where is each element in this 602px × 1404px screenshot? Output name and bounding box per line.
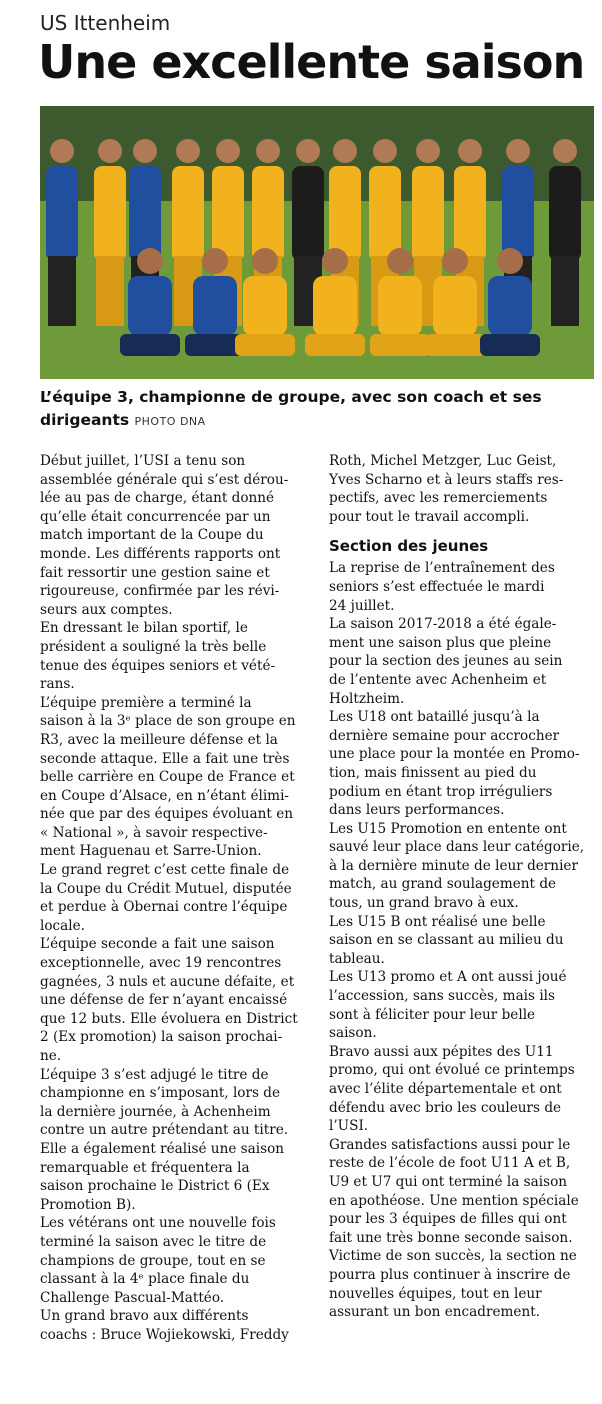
photo-caption-text: L’équipe 3, championne de groupe, avec son coach et ses dirigeants (40, 388, 542, 429)
article-kicker: US Ittenheim (40, 11, 171, 35)
photo-credit: PHOTO DNA (134, 415, 206, 428)
photo-caption (40, 386, 594, 433)
text-line: sauvé leur place dans leur catégorie, (329, 839, 585, 856)
player-back-row (94, 166, 126, 261)
text-line: nouvelles équipes, tout en leur (329, 1285, 542, 1302)
right-column-body (329, 559, 595, 1321)
text-line: classant à la 4ᵉ place finale du (40, 1271, 250, 1288)
player-front-row (488, 276, 532, 336)
text-line: née que par des équipes évoluant en (40, 806, 294, 823)
player-head (458, 139, 482, 163)
player-front-row (243, 276, 287, 336)
text-line: champions de groupe, tout en se (40, 1252, 266, 1269)
player-front-row (313, 276, 357, 336)
player-front-row (128, 276, 172, 336)
paragraph (329, 615, 595, 708)
text-line: reste de l’école de foot U11 A et B, (329, 1155, 571, 1172)
text-line: tableau. (329, 950, 385, 967)
text-line: promo, qui ont évolué ce printemps (329, 1062, 575, 1079)
text-line: exceptionnelle, avec 19 rencontres (40, 955, 282, 972)
text-line: l’accession, sans succès, mais ils (329, 988, 555, 1005)
text-line: locale. (40, 917, 85, 934)
text-line: 2 (Ex promotion) la saison prochai- (40, 1029, 283, 1046)
paragraph (329, 559, 595, 615)
text-line: Les U18 ont bataillé jusqu’à la (329, 709, 540, 726)
text-line: saison prochaine le District 6 (Ex (40, 1178, 270, 1195)
text-line: saison en se classant au milieu du (329, 932, 564, 949)
player-head (416, 139, 440, 163)
player-back-row (549, 166, 581, 261)
text-line: et perdue à Obernai contre l’équipe (40, 899, 288, 916)
player-head (333, 139, 357, 163)
player-back-row (369, 166, 401, 261)
paragraph (329, 968, 595, 1042)
text-line: L’équipe 3 s’est adjugé le titre de (40, 1066, 269, 1083)
player-head (553, 139, 577, 163)
player-legs (96, 256, 124, 326)
text-line: La reprise de l’entraînement des (329, 560, 555, 577)
text-line: pour la section des jeunes au sein (329, 653, 563, 670)
text-line: saison. (329, 1025, 377, 1042)
right-column-intro (329, 452, 595, 526)
player-head (373, 139, 397, 163)
player-legs (551, 256, 579, 326)
text-line: sont à féliciter pour leur belle (329, 1006, 536, 1023)
text-line: défendu avec brio les couleurs de (329, 1099, 562, 1116)
text-line: l’USI. (329, 1118, 369, 1135)
text-line: pourra plus continuer à inscrire de (329, 1266, 571, 1283)
text-line: seconde attaque. Elle a fait une très (40, 750, 290, 767)
text-line: lée au pas de charge, étant donné (40, 490, 275, 507)
text-line: de l’entente avec Achenheim et (329, 671, 547, 688)
paragraph (40, 1307, 308, 1344)
text-line: la dernière journée, à Achenheim (40, 1103, 271, 1120)
text-line: La saison 2017-2018 a été égale- (329, 616, 557, 633)
player-front-row (193, 276, 237, 336)
text-line: Un grand bravo aux différents (40, 1308, 249, 1325)
article-column-right (329, 452, 595, 1322)
text-line: dans leurs performances. (329, 802, 505, 819)
player-head (202, 248, 228, 274)
player-head (98, 139, 122, 163)
paragraph (40, 1066, 308, 1215)
paragraph (40, 1214, 308, 1307)
text-line: ment Haguenau et Sarre-Union. (40, 843, 262, 860)
paragraph (329, 1043, 595, 1136)
player-head (176, 139, 200, 163)
player-back-row (412, 166, 444, 261)
text-line: Les U15 B ont réalisé une belle (329, 913, 546, 930)
paragraph (40, 935, 308, 1065)
text-line: Challenge Pascual-Mattéo. (40, 1289, 225, 1306)
player-head (137, 248, 163, 274)
text-line: Début juillet, l’USI a tenu son (40, 453, 246, 469)
player-head (252, 248, 278, 274)
text-line: Grandes satisfactions aussi pour le (329, 1136, 571, 1153)
player-back-row (172, 166, 204, 261)
paragraph (40, 861, 308, 935)
text-line: dernière semaine pour accrocher (329, 727, 560, 744)
text-line: Bravo aussi aux pépites des U11 (329, 1043, 554, 1060)
paragraph (329, 1136, 595, 1248)
text-line: président a souligné la très belle (40, 638, 267, 655)
player-back-row (46, 166, 78, 261)
player-head (133, 139, 157, 163)
text-line: une défense de fer n’ayant encaissé (40, 992, 288, 1009)
player-back-row (129, 166, 161, 261)
player-head (506, 139, 530, 163)
text-line: Les U13 promo et A ont aussi joué (329, 969, 567, 986)
text-line: ment une saison plus que pleine (329, 634, 552, 651)
text-line: Les vétérans ont une nouvelle fois (40, 1215, 276, 1232)
text-line: seniors s’est effectuée le mardi (329, 578, 545, 595)
paragraph (40, 452, 308, 619)
text-line: qu’elle était concurrencée par un (40, 508, 271, 525)
text-line: Les U15 Promotion en entente ont (329, 820, 567, 837)
player-head (50, 139, 74, 163)
player-head (256, 139, 280, 163)
text-line: avec l’élite départementale et ont (329, 1081, 562, 1097)
text-line: assurant un bon encadrement. (329, 1304, 540, 1321)
paragraph (329, 820, 595, 913)
player-head (387, 248, 413, 274)
text-line: gagnées, 3 nuls et aucune défaite, et (40, 973, 295, 990)
text-line: Roth, Michel Metzger, Luc Geist, (329, 453, 557, 469)
text-line: assemblée générale qui s’est dérou- (40, 471, 289, 488)
text-line: pectifs, avec les remerciements (329, 490, 548, 507)
player-legs (370, 334, 430, 356)
text-line: Yves Scharno et à leurs staffs res- (329, 471, 564, 488)
player-back-row (454, 166, 486, 261)
text-line: tous, un grand bravo à eux. (329, 895, 519, 912)
text-line: Victime de son succès, la section ne (329, 1248, 577, 1265)
paragraph (40, 694, 308, 861)
player-legs (425, 334, 485, 356)
text-line: la Coupe du Crédit Mutuel, disputée (40, 880, 292, 897)
paragraph (329, 452, 595, 526)
player-back-row (252, 166, 284, 261)
player-head (497, 248, 523, 274)
player-legs (235, 334, 295, 356)
text-line: coachs : Bruce Wojiekowski, Freddy (40, 1326, 289, 1343)
player-back-row (502, 166, 534, 261)
player-back-row (329, 166, 361, 261)
text-line: « National », à savoir respective- (40, 824, 268, 841)
text-line: en apothéose. Une mention spéciale (329, 1192, 579, 1209)
article-headline: Une excellente saison (38, 35, 585, 89)
text-line: une place pour la montée en Promo- (329, 746, 580, 763)
text-line: tion, mais finissent au pied du (329, 764, 537, 781)
text-line: rigoureuse, confirmée par les révi- (40, 583, 280, 600)
text-line: rans. (40, 676, 75, 693)
paragraph (329, 913, 595, 969)
text-line: seurs aux comptes. (40, 601, 173, 618)
text-line: terminé la saison avec le titre de (40, 1233, 267, 1250)
text-line: que 12 buts. Elle évoluera en District (40, 1010, 298, 1027)
player-legs (305, 334, 365, 356)
text-line: match important de la Coupe du (40, 527, 264, 544)
player-front-row (378, 276, 422, 336)
text-line: match, au grand soulagement de (329, 876, 557, 893)
text-line: pour tout le travail accompli. (329, 508, 530, 525)
text-line: fait ressortir une gestion saine et (40, 564, 270, 581)
text-line: belle carrière en Coupe de France et (40, 769, 295, 786)
text-line: monde. Les différents rapports ont (40, 545, 281, 562)
text-line: U9 et U7 qui ont terminé la saison (329, 1173, 568, 1190)
text-line: à la dernière minute de leur dernier (329, 857, 578, 874)
text-line: fait une très bonne seconde saison. (329, 1229, 573, 1246)
section-subhead: Section des jeunes (329, 537, 489, 556)
text-line: En dressant le bilan sportif, le (40, 620, 248, 637)
player-back-row (212, 166, 244, 261)
text-line: en Coupe d’Alsace, en n’étant élimi- (40, 787, 290, 804)
article-column-left (40, 452, 308, 1345)
player-back-row (292, 166, 324, 261)
player-legs (48, 256, 76, 326)
text-line: Promotion B). (40, 1196, 136, 1213)
text-line: podium en étant trop irréguliers (329, 783, 553, 800)
team-photo (40, 106, 594, 379)
text-line: tenue des équipes seniors et vété- (40, 657, 276, 674)
text-line: ne. (40, 1048, 62, 1064)
player-head (216, 139, 240, 163)
text-line: R3, avec la meilleure défense et la (40, 731, 278, 748)
player-legs (480, 334, 540, 356)
text-line: championne en s’imposant, lors de (40, 1085, 281, 1102)
text-line: Holtzheim. (329, 690, 405, 707)
player-head (296, 139, 320, 163)
text-line: pour les 3 équipes de filles qui ont (329, 1211, 567, 1228)
text-line: saison à la 3ᵉ place de son groupe en (40, 713, 296, 730)
text-line: Elle a également réalisé une saison (40, 1140, 285, 1157)
text-line: Le grand regret c’est cette finale de (40, 862, 290, 879)
text-line: contre un autre prétendant au titre. (40, 1122, 289, 1139)
text-line: remarquable et fréquentera la (40, 1159, 250, 1176)
player-head (322, 248, 348, 274)
text-line: 24 juillet. (329, 597, 395, 614)
player-legs (120, 334, 180, 356)
paragraph (329, 1247, 595, 1321)
player-front-row (433, 276, 477, 336)
text-line: L’équipe seconde a fait une saison (40, 936, 275, 953)
paragraph (329, 708, 595, 820)
text-line: L’équipe première a terminé la (40, 694, 252, 711)
player-head (442, 248, 468, 274)
paragraph (40, 619, 308, 693)
